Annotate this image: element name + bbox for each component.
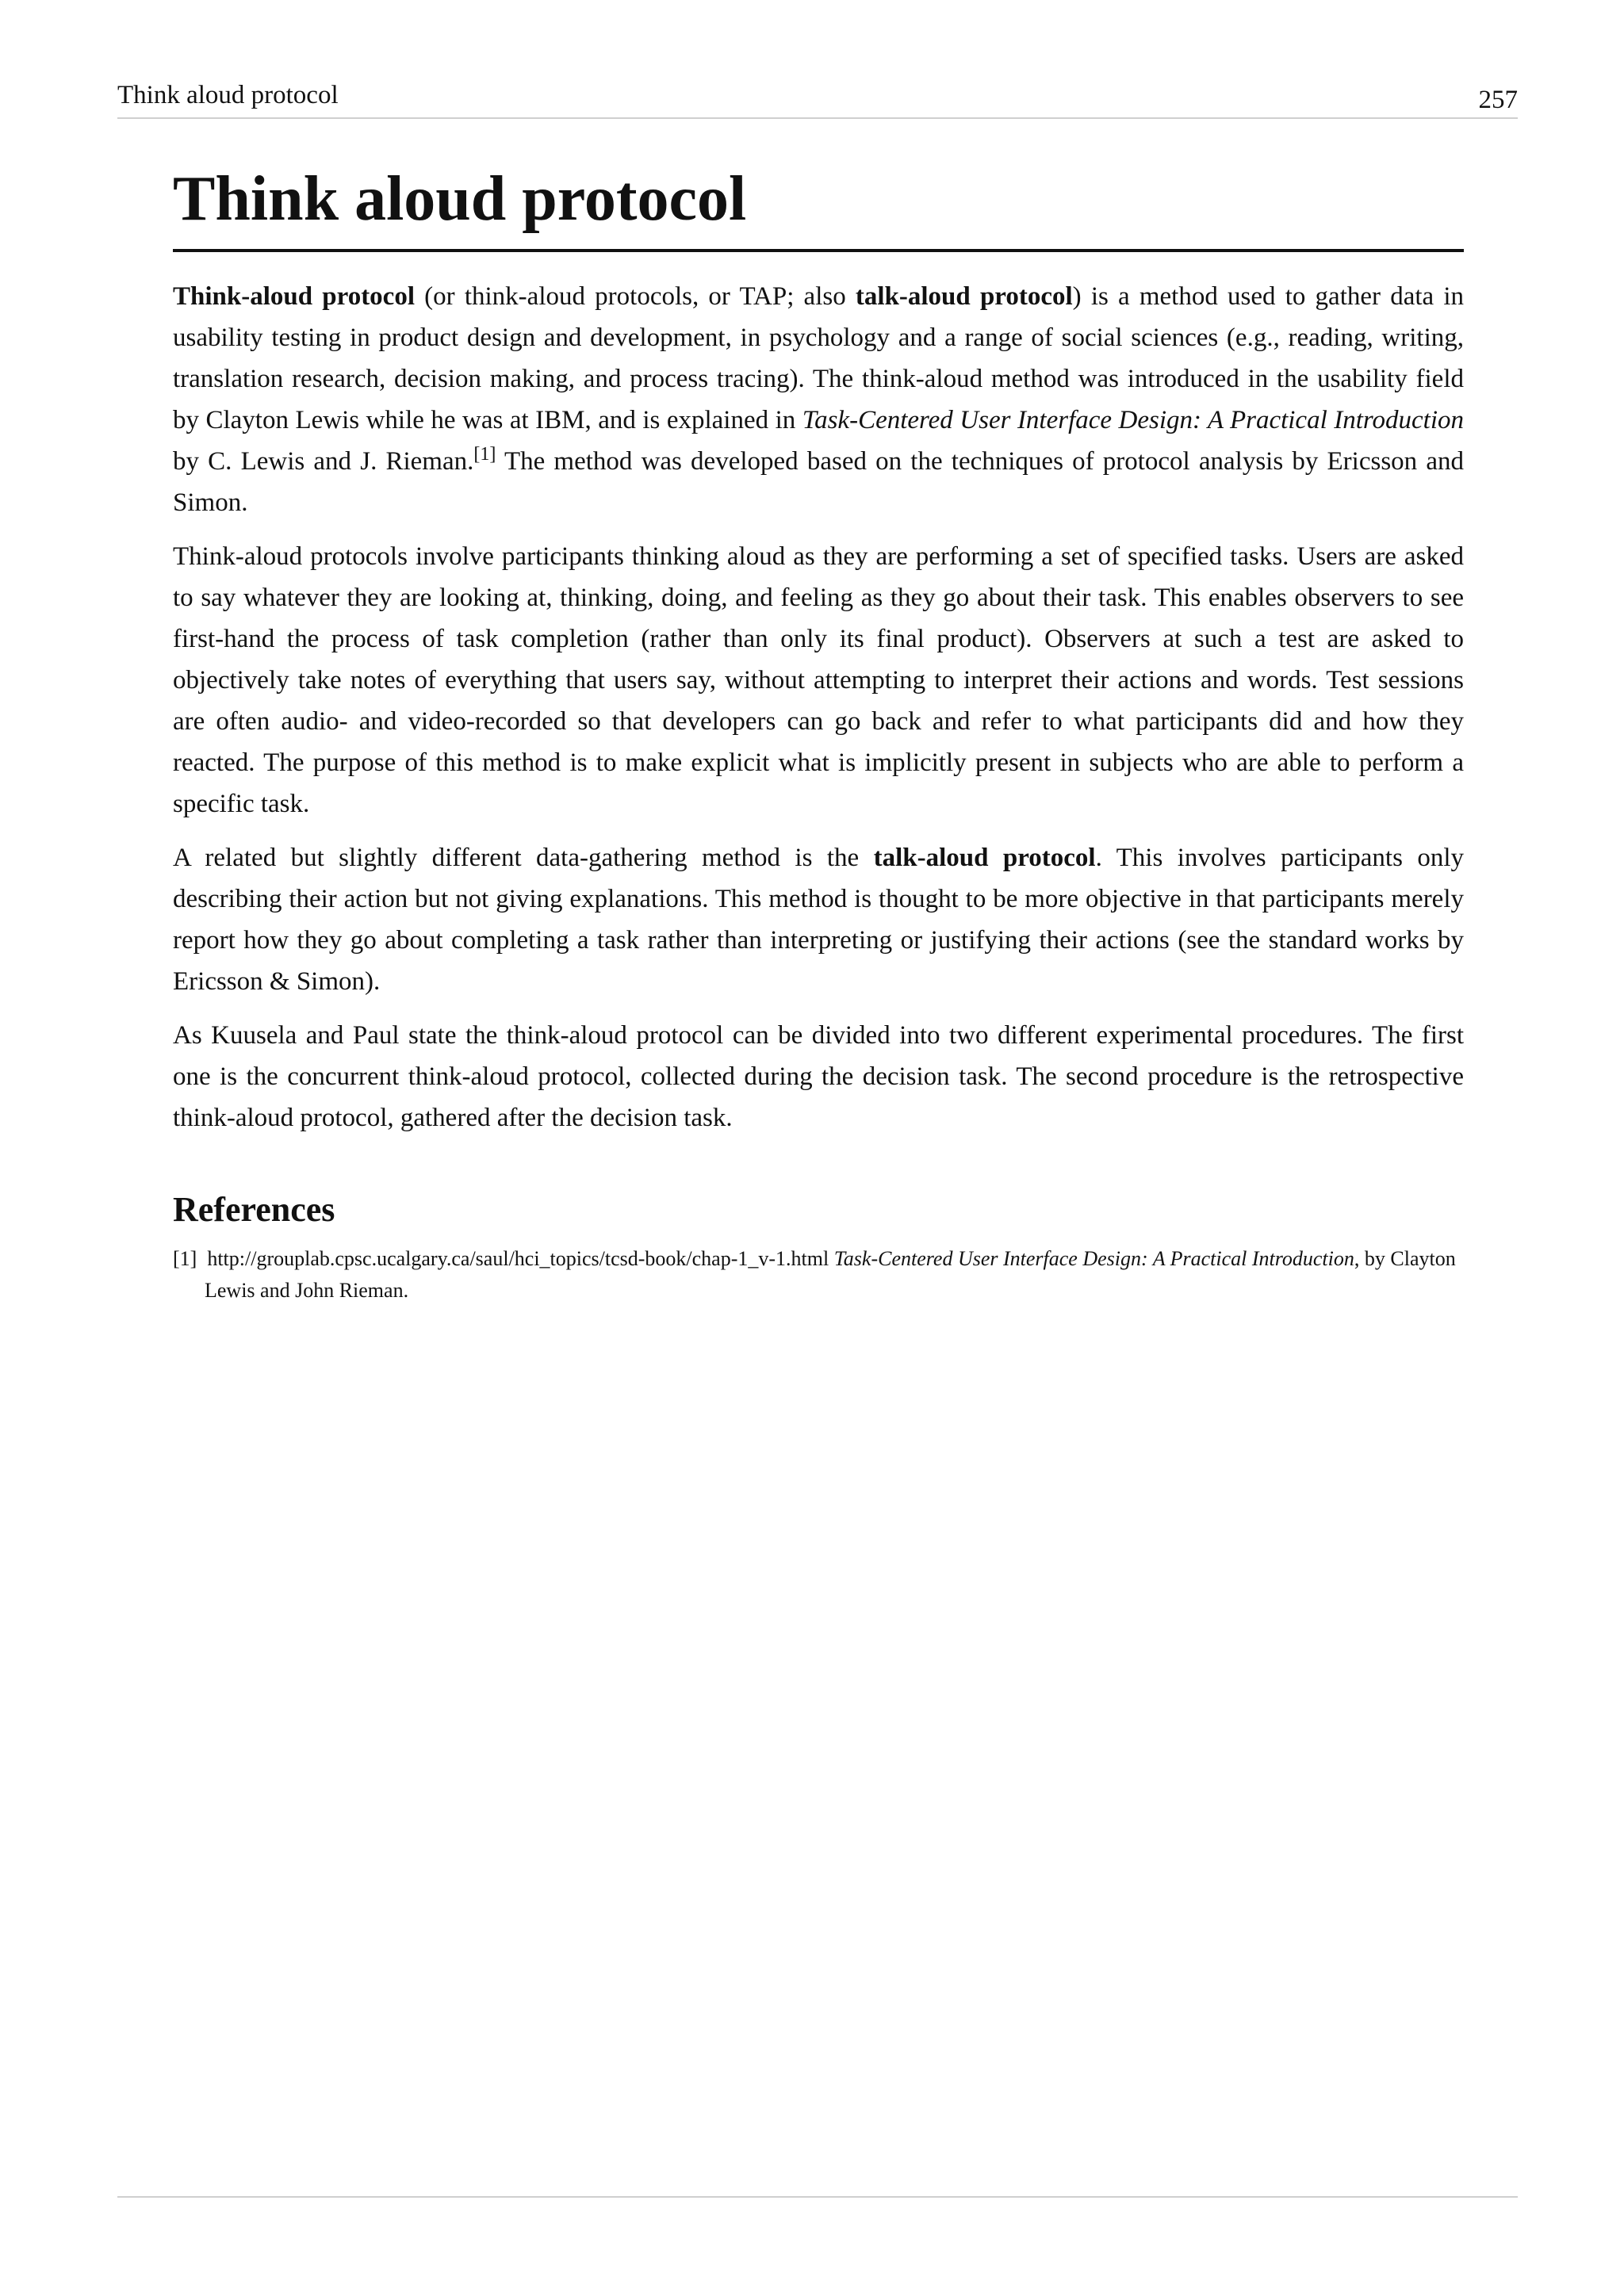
text-span: ) is a method used to gather data in usability testing in product design and development, in psychology and a range of social sciences (e.g., reading, writing, translation research, decision making, and process tracing). The think-aloud method was introduced in the usability field by Clayton Lewis while he was at IBM, and is explained in (173, 282, 1465, 434)
reference-marker: [1] (173, 1247, 197, 1270)
text-span: (or think-aloud protocols, or TAP; also (415, 282, 856, 311)
text-span: A related but slightly different data-gathering method is the (173, 844, 874, 872)
paragraph-intro (173, 276, 1464, 523)
article-title: Think aloud protocol (173, 155, 1464, 252)
running-title: Think aloud protocol (117, 81, 339, 109)
reference-url-link[interactable]: http://grouplab.cpsc.ucalgary.ca/saul/hci_topics/tcsd-book/chap-1_v-1.html (207, 1247, 829, 1270)
italic-book-title: Task-Centered User Interface Design: A Practical Introduction (802, 406, 1464, 434)
article-content (173, 155, 1464, 1307)
references-heading: References (173, 1190, 335, 1229)
bold-term-talk-aloud: talk-aloud protocol (855, 282, 1073, 311)
page-number: 257 (1478, 86, 1518, 114)
running-header (117, 79, 1518, 119)
reference-authors: , by Clayton Lewis and John Rieman. (205, 1247, 1456, 1302)
reference-title: Task-Centered User Interface Design: A Practical Introduction (833, 1247, 1354, 1270)
text-span: by C. Lewis and J. Rieman. (173, 447, 474, 476)
text-span: The method was developed based on the techniques of protocol analysis by Ericsson and Simon. (173, 447, 1464, 517)
text-span: . This involves participants only describing their action but not giving explanations. This method is thought to be more objective in that participants merely report how they go about completing a task rather than interpreting or justifying their actions (see the standard works by Ericsson & Simon). (173, 844, 1464, 996)
footer-divider (117, 2196, 1518, 2198)
paragraph-talk-aloud (173, 837, 1464, 1002)
reference-item (173, 1243, 1464, 1307)
bold-term-talk-aloud: talk-aloud protocol (873, 844, 1096, 872)
citation-link-1[interactable]: [1] (473, 444, 496, 465)
paragraph-participants: Think-aloud protocols involve participants thinking aloud as they are performing a set of specified tasks. Users are asked to say whatever they are looking at, thinking, doing, and feeling as they go about their task. This enables observers to see first-hand the process of task completion (rather than only its final product). Observers at such a test are asked to objectively take notes of everything that users say, without attempting to interpret their actions and words. Test sessions are often audio- and video-recorded so that developers can go back and refer to what participants did and how they reacted. The purpose of this method is to make explicit what is implicitly present in subjects who are able to perform a specific task. (173, 542, 1464, 818)
paragraph-procedures: As Kuusela and Paul state the think-aloud protocol can be divided into two different experimental procedures. The first one is the concurrent think-aloud protocol, collected during the decision task. The second procedure is the retrospective think-aloud protocol, gathered after the decision task. (173, 1021, 1464, 1132)
bold-term-think-aloud: Think-aloud protocol (173, 282, 415, 311)
